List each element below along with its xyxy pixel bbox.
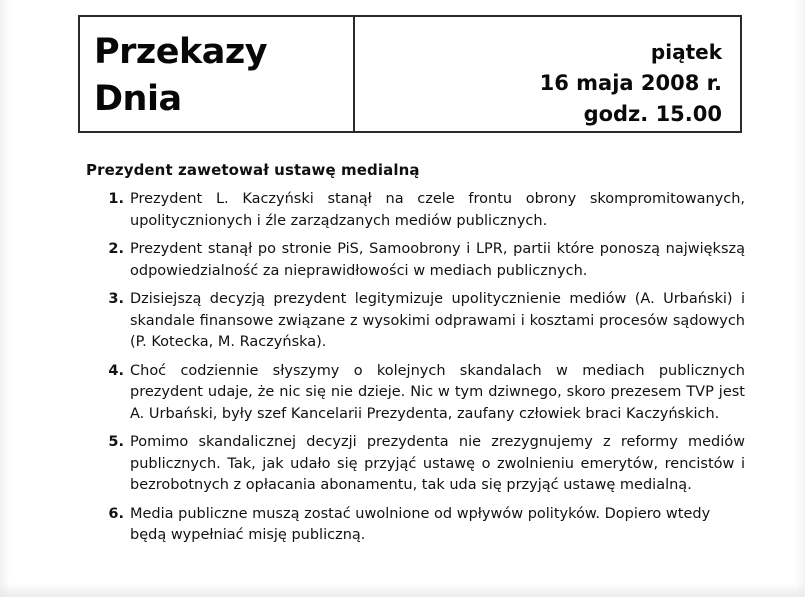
list-item [0,432,805,497]
document-body [0,160,805,554]
list-item-text: Dzisiejszą decyzją prezydent legitymizuje upolitycznienie mediów (A. Urbański) i skandale finansowe związane z wysokimi odprawami i kosztami procesów sądowych (P. Kotecka, M. Raczyńska). [130,291,745,350]
list-item-number: 3. [108,291,124,307]
header-table [78,15,742,133]
list-item-number: 4. [108,362,124,379]
list-item-text: Prezydent stanął po stronie PiS, Samoobrony i LPR, partii które ponoszą największą odpowiedzialność za nieprawidłowości w mediach publicznych. [130,241,745,279]
list-item-text: Choć codziennie słyszymy o kolejnych skandalach w mediach publicznych prezydent udaje, że nic się nie dzieje. Nic w tym dziwnego, skoro prezesem TVP jest A. Urbański, były szef Kancelarii Prezydenta, zaufany człowiek braci Kaczyńskich. [130,362,745,422]
header-time: godz. 15.00 [583,102,722,126]
list-item-number: 2. [108,241,124,257]
list-item-number: 6. [108,505,124,522]
header-date: 16 maja 2008 r. [539,71,722,95]
header-date-cell [355,17,740,131]
list-item-text: Media publiczne muszą zostać uwolnione od wpływów polityków. Dopiero wtedy będą wypełniać misję publiczną. [130,505,711,543]
header-title-cell [80,17,355,131]
document-title-line-1: Przekazy [94,32,268,72]
list-item-number: 5. [108,434,124,450]
list-item [0,361,805,426]
list-item-text: Pomimo skandalicznej decyzji prezydenta nie zrezygnujemy z reformy mediów publicznych. Tak, jak udało się przyjąć ustawę o zwolnieniu emerytów, rencistów i bezrobotnych z opłacania abonamentu, tak uda się przyjąć ustawę medialną. [130,434,745,493]
points-list [0,189,805,547]
scan-edge-bottom [0,583,805,597]
list-item-text: Prezydent L. Kaczyński stanął na czele frontu obrony skompromitowanych, upolitycznionych i źle zarządzanych mediów publicznych. [130,191,745,229]
header-weekday: piątek [650,40,722,64]
list-item [0,289,805,354]
list-item [0,239,805,282]
document-title-line-2: Dnia [94,79,182,119]
list-item-number: 1. [108,191,124,207]
list-item [0,189,805,232]
subject-heading: Prezydent zawetował ustawę medialną [86,161,420,179]
list-item [0,504,805,547]
